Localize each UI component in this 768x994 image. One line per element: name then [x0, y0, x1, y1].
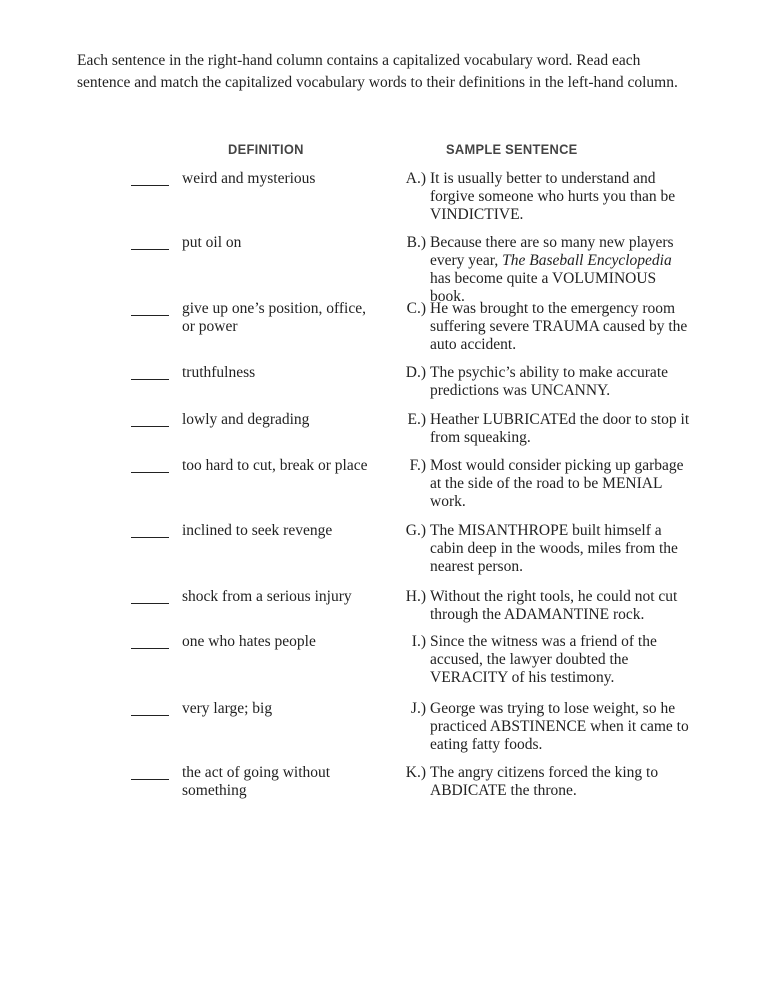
definition-text: the act of going without something — [182, 764, 331, 799]
sample-sentence: The psychic’s ability to make accurate predictions was UNCANNY. — [430, 364, 669, 399]
answer-blank[interactable] — [131, 472, 169, 473]
sentence-letter: A.) — [405, 170, 426, 187]
sentence-letter: J.) — [410, 700, 426, 717]
answer-blank[interactable] — [131, 379, 169, 380]
sample-sentence: Heather LUBRICATEd the door to stop it from squeaking. — [430, 411, 690, 446]
instructions: Each sentence in the right-hand column contains a capitalized vocabulary word. Read each sentence and match the capitalized vocabulary words to their definitions in the left-hand column. — [77, 52, 678, 91]
sentence-letter: I.) — [411, 633, 426, 650]
definition-text: one who hates people — [182, 633, 316, 650]
sample-sentence: George was trying to lose weight, so he practiced ABSTINENCE when it came to eating fatty foods. — [430, 700, 689, 753]
sample-sentence: He was brought to the emergency room suffering severe TRAUMA caused by the auto accident. — [430, 300, 688, 353]
sentence-letter: H.) — [405, 588, 426, 605]
sentence-letter: K.) — [405, 764, 426, 781]
definition-text: put oil on — [182, 234, 242, 251]
sample-sentence: Since the witness was a friend of the accused, the lawyer doubted the VERACITY of his testimony. — [430, 633, 657, 686]
sentence-letter: E.) — [407, 411, 426, 428]
sample-sentence-header: SAMPLE SENTENCE — [446, 141, 578, 157]
sentence-letter: C.) — [406, 300, 426, 317]
definition-text: lowly and degrading — [182, 411, 310, 428]
definition-text: weird and mysterious — [182, 170, 316, 187]
answer-blank[interactable] — [131, 603, 169, 604]
definition-header: DEFINITION — [228, 141, 304, 157]
sample-sentence: Without the right tools, he could not cut through the ADAMANTINE rock. — [430, 588, 678, 623]
sample-sentence: The MISANTHROPE built himself a cabin deep in the woods, miles from the nearest person. — [430, 522, 678, 575]
answer-blank[interactable] — [131, 537, 169, 538]
answer-blank[interactable] — [131, 315, 169, 316]
sample-sentence: Most would consider picking up garbage at the side of the road to be MENIAL work. — [430, 457, 684, 510]
sentence-letter: D.) — [405, 364, 426, 381]
definition-text: give up one’s position, office, or power — [182, 300, 366, 335]
sentence-letter: G.) — [405, 522, 426, 539]
answer-blank[interactable] — [131, 249, 169, 250]
book-title: The Baseball Encyclopedia — [502, 252, 672, 269]
answer-blank[interactable] — [131, 715, 169, 716]
answer-blank[interactable] — [131, 648, 169, 649]
definition-text: shock from a serious injury — [182, 588, 352, 605]
sentence-part: has become quite a VOLUMINOUS book. — [430, 270, 657, 305]
sentence-part: Because there are so many new players every year, — [430, 234, 674, 269]
sample-sentence: It is usually better to understand and forgive someone who hurts you than be VINDICTIVE. — [430, 170, 676, 223]
answer-blank[interactable] — [131, 779, 169, 780]
definition-text: truthfulness — [182, 364, 256, 381]
definition-text: inclined to seek revenge — [182, 522, 333, 539]
answer-blank[interactable] — [131, 426, 169, 427]
answer-blank[interactable] — [131, 185, 169, 186]
definition-text: too hard to cut, break or place — [182, 457, 368, 474]
definition-text: very large; big — [182, 700, 273, 717]
sample-sentence — [430, 234, 692, 306]
sentence-letter: F.) — [409, 457, 426, 474]
sample-sentence: The angry citizens forced the king to ABDICATE the throne. — [430, 764, 659, 799]
sentence-letter: B.) — [406, 234, 426, 251]
